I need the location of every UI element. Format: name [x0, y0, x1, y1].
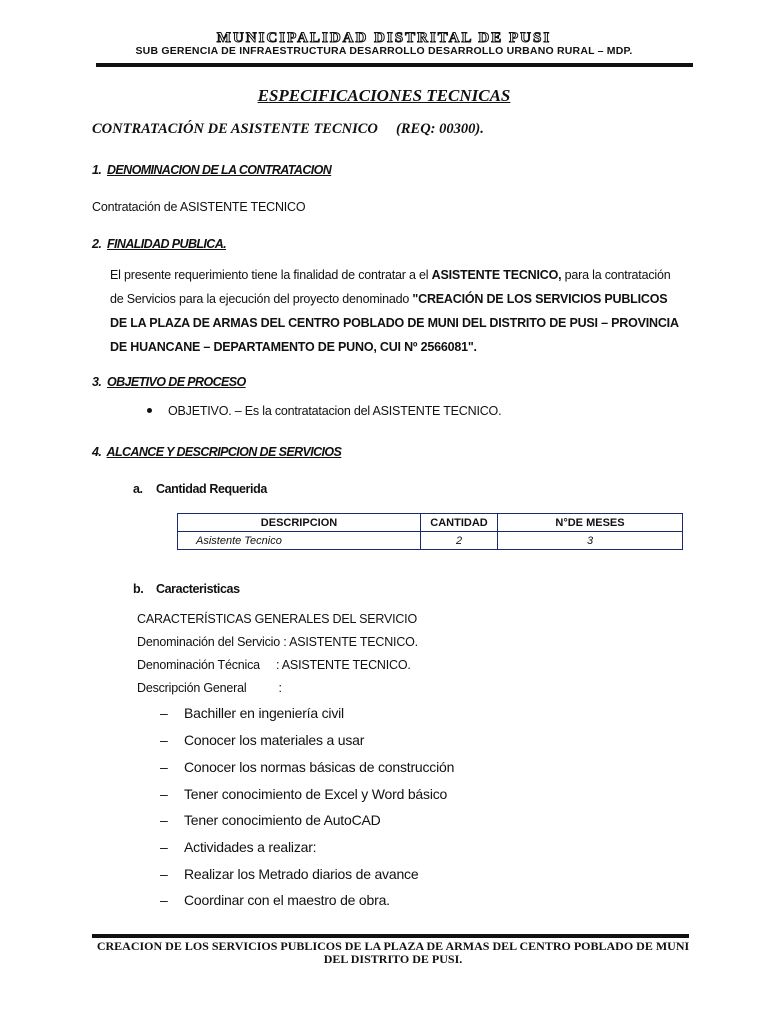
list-item-text: Actividades a realizar: — [184, 839, 317, 855]
dash-icon: – — [160, 705, 168, 721]
list-item — [160, 839, 316, 855]
table-cell-cantidad: 2 — [421, 532, 498, 550]
denominacion-tecnica-value: : ASISTENTE TECNICO. — [275, 658, 411, 672]
list-item — [160, 732, 364, 748]
dash-icon: – — [160, 759, 168, 775]
section-4-title: ALCANCE Y DESCRIPCION DE SERVICIOS — [106, 445, 342, 459]
table-header-cantidad: CANTIDAD — [421, 514, 498, 532]
list-item — [160, 866, 418, 882]
footer-text: CREACION DE LOS SERVICIOS PUBLICOS DE LA PLAZA DE ARMAS DEL CENTRO POBLADO DE MUNI DEL DISTRITO DE PUSI. — [96, 939, 690, 966]
quantity-table — [177, 513, 683, 550]
subsection-b-label: b. — [133, 582, 144, 596]
descripcion-general-label: Descripción General — [137, 681, 247, 695]
table-cell-meses: 3 — [498, 532, 683, 550]
table-row — [178, 532, 683, 550]
characteristics-general: CARACTERÍSTICAS GENERALES DEL SERVICIO — [137, 612, 417, 626]
dash-icon: – — [160, 866, 168, 882]
bullet-icon — [147, 408, 152, 413]
list-item-text: Realizar los Metrado diarios de avance — [184, 866, 419, 882]
descripcion-general-colon: : — [278, 681, 282, 695]
dash-icon: – — [160, 786, 168, 802]
table-header-meses: N°DE MESES — [498, 514, 683, 532]
dash-icon: – — [160, 892, 168, 908]
municipality-header: MUNICIPALIDAD DISTRITAL DE PUSI — [216, 30, 552, 46]
subsection-a-heading — [133, 482, 267, 496]
contract-line: CONTRATACIÓN DE ASISTENTE TECNICO (REQ: 00300). — [92, 121, 484, 137]
para-part-1: El presente requerimiento tiene la finalidad de contratar a el — [110, 268, 432, 282]
section-1-heading — [92, 163, 331, 177]
subsection-a-label: a. — [133, 482, 143, 496]
header-subtitle: SUB GERENCIA DE INFRAESTRUCTURA DESARROLLO DESARROLLO URBANO RURAL – MDP. — [135, 45, 633, 57]
denominacion-tecnica — [137, 658, 411, 672]
document-title: ESPECIFICACIONES TECNICAS — [257, 86, 511, 105]
dash-icon: – — [160, 839, 168, 855]
section-3-title: OBJETIVO DE PROCESO — [106, 375, 246, 389]
descripcion-general — [137, 681, 282, 695]
objective-text: OBJETIVO. – Es la contratatacion del ASISTENTE TECNICO. — [168, 404, 502, 418]
list-item-text: Conocer los normas básicas de construcción — [184, 759, 455, 775]
objective-bullet — [147, 404, 501, 418]
section-4-number: 4. — [92, 445, 102, 459]
dash-icon: – — [160, 732, 168, 748]
subsection-b-title: Caracteristicas — [156, 582, 240, 596]
list-item — [160, 759, 454, 775]
dash-icon: – — [160, 812, 168, 828]
list-item-text: Conocer los materiales a usar — [184, 732, 365, 748]
para-part-3: para la contratación de Servicios para la ejecución del proyecto denominado — [110, 268, 671, 306]
para-part-4: "CREACIÓN DE LOS SERVICIOS PUBLICOS DE LA PLAZA DE ARMAS DEL CENTRO POBLADO DE MUNI DEL DISTRITO DE PUSI – PROVINCIA DE HUANCANE – DEPARTAMENTO DE PUNO, CUI Nº 2566081". — [110, 292, 679, 354]
list-item — [160, 786, 447, 802]
table-cell-descripcion: Asistente Tecnico — [178, 532, 421, 550]
list-item-text: Tener conocimiento de AutoCAD — [184, 812, 381, 828]
section-2-paragraph — [110, 263, 680, 359]
list-item — [160, 705, 344, 721]
list-item-text: Coordinar con el maestro de obra. — [184, 892, 390, 908]
list-item-text: Bachiller en ingeniería civil — [184, 705, 344, 721]
section-2-heading — [92, 237, 226, 251]
section-1-title: DENOMINACION DE LA CONTRATACION — [106, 163, 332, 177]
list-item — [160, 892, 390, 908]
section-2-title: FINALIDAD PUBLICA. — [106, 237, 227, 251]
subsection-b-heading — [133, 582, 240, 596]
section-1-number: 1. — [92, 163, 102, 177]
section-2-number: 2. — [92, 237, 102, 251]
table-header-descripcion: DESCRIPCION — [178, 514, 421, 532]
section-3-heading — [92, 375, 246, 389]
section-3-number: 3. — [92, 375, 102, 389]
section-4-heading — [92, 445, 341, 459]
denominacion-servicio: Denominación del Servicio : ASISTENTE TECNICO. — [137, 635, 418, 649]
section-1-text: Contratación de ASISTENTE TECNICO — [92, 200, 306, 214]
subsection-a-title: Cantidad Requerida — [156, 482, 267, 496]
table-header-row — [178, 514, 683, 532]
footer-rule — [92, 934, 689, 938]
denominacion-tecnica-label: Denominación Técnica — [137, 658, 260, 672]
header-rule — [96, 63, 693, 67]
para-part-2: ASISTENTE TECNICO, — [431, 268, 562, 282]
list-item — [160, 812, 381, 828]
list-item-text: Tener conocimiento de Excel y Word básico — [184, 786, 448, 802]
